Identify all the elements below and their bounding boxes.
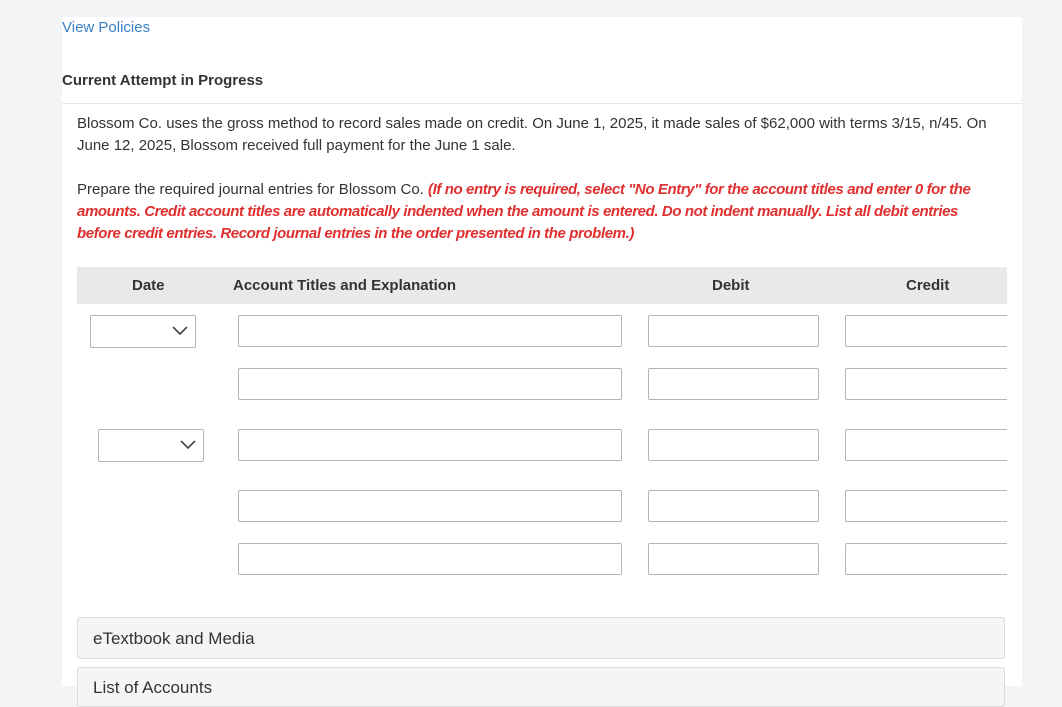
- credit-input-2[interactable]: [845, 368, 1007, 400]
- debit-input-4[interactable]: [648, 490, 819, 522]
- account-input-3[interactable]: [238, 429, 622, 461]
- chevron-down-icon: [172, 325, 188, 337]
- date-select-2[interactable]: [98, 429, 204, 462]
- header-credit: Credit: [906, 277, 950, 294]
- etextbook-panel[interactable]: [77, 617, 1005, 659]
- list-of-accounts-panel[interactable]: [77, 667, 1005, 707]
- account-input-2[interactable]: [238, 368, 622, 400]
- etextbook-label: eTextbook and Media: [93, 629, 255, 648]
- credit-input-1[interactable]: [845, 315, 1007, 347]
- credit-input-4[interactable]: [845, 490, 1007, 522]
- chevron-down-icon: [180, 439, 196, 451]
- debit-input-3[interactable]: [648, 429, 819, 461]
- list-of-accounts-label: List of Accounts: [93, 678, 213, 697]
- divider: [62, 103, 1022, 104]
- account-input-4[interactable]: [238, 490, 622, 522]
- date-select-1[interactable]: [90, 315, 196, 348]
- header-date: Date: [132, 277, 165, 294]
- instructions: [77, 179, 1002, 245]
- credit-input-3[interactable]: [845, 429, 1007, 461]
- debit-input-5[interactable]: [648, 543, 819, 575]
- instructions-note: (If no entry is required, select "No Entry" for the account titles and enter 0 for the amounts. Credit account titles are automatically indented when the amount is entered. Do not indent manually. List all debit entries before credit entries. Record journal entries in the order presented in the problem.): [77, 181, 971, 242]
- view-policies-link[interactable]: View Policies: [62, 19, 151, 36]
- account-input-1[interactable]: [238, 315, 622, 347]
- credit-input-5[interactable]: [845, 543, 1007, 575]
- instructions-prompt: Prepare the required journal entries for Blossom Co.: [77, 181, 424, 198]
- header-account-titles: Account Titles and Explanation: [233, 277, 457, 294]
- account-input-5[interactable]: [238, 543, 622, 575]
- header-debit: Debit: [712, 277, 750, 294]
- debit-input-2[interactable]: [648, 368, 819, 400]
- debit-input-1[interactable]: [648, 315, 819, 347]
- question-text: Blossom Co. uses the gross method to record sales made on credit. On June 1, 2025, it made sales of $62,000 with terms 3/15, n/45. On June 12, 2025, Blossom received full payment for the June 1 sale.: [77, 115, 987, 154]
- journal-table-header: [77, 267, 1007, 304]
- attempt-heading: Current Attempt in Progress: [62, 72, 264, 89]
